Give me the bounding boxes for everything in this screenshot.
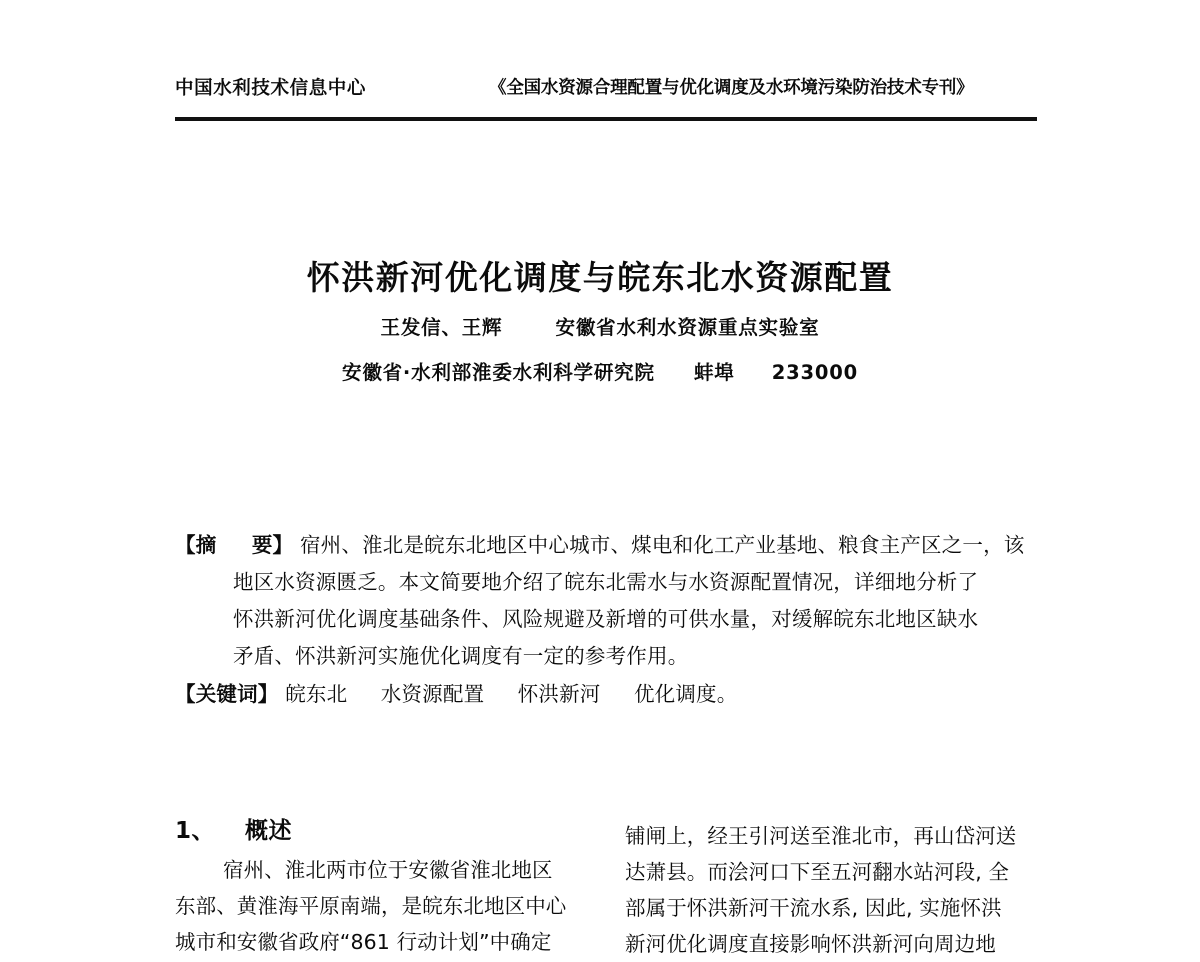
body-right-line-1: 铺闸上，经王引河送至淮北市，再山岱河送 bbox=[625, 824, 1017, 848]
body-right-line-3: 部属于怀洪新河干流水系, 因此, 实施怀洪 bbox=[625, 896, 1002, 920]
abstract-text-line-4: 矛盾、怀洪新河实施优化调度有一定的参考作用。 bbox=[233, 644, 689, 668]
keywords-label: 【关键词】 bbox=[175, 682, 279, 706]
abstract-text-line-2: 地区水资源匮乏。本文简要地介绍了皖东北需水与水资源配置情况，详细地分析了 bbox=[233, 570, 979, 594]
author-names: 王发信、王辉 bbox=[380, 316, 503, 340]
abstract-label-start: 【摘 bbox=[175, 533, 217, 557]
affiliation-city: 蚌埠 bbox=[693, 361, 735, 385]
abstract-block bbox=[175, 527, 1041, 713]
section-number: 1、 bbox=[175, 818, 216, 844]
header-divider-rule bbox=[175, 117, 1037, 121]
abstract-line-4 bbox=[175, 638, 1041, 675]
author-line bbox=[100, 312, 1100, 340]
running-header bbox=[175, 78, 1037, 108]
title-block bbox=[100, 258, 1100, 385]
body-columns bbox=[175, 818, 1037, 958]
abstract-line-1 bbox=[175, 527, 1041, 564]
body-right-line-4: 新河优化调度直接影响怀洪新河向周边地 bbox=[625, 932, 996, 956]
page-title: 怀洪新河优化调度与皖东北水资源配置 bbox=[306, 258, 894, 297]
body-right-line-2: 达萧县。而浍河口下至五河翻水站河段, 全 bbox=[625, 860, 1010, 884]
abstract-text-line-3: 怀洪新河优化调度基础条件、风险规避及新增的可供水量，对缓解皖东北地区缺水 bbox=[233, 607, 979, 631]
keyword-item-3: 怀洪新河 bbox=[517, 682, 601, 706]
affiliation-institution: 安徽省·水利部淮委水利科学研究院 bbox=[342, 361, 655, 385]
keywords-line bbox=[175, 676, 1041, 713]
header-right-text: 《全国水资源合理配置与优化调度及水环境污染防治技术专刊》 bbox=[489, 78, 974, 98]
keyword-item-2: 水资源配置 bbox=[380, 682, 485, 706]
body-left-line-3: 城市和安徽省政府“861 行动计划”中确定 bbox=[175, 929, 552, 954]
header-left-text: 中国水利技术信息中心 bbox=[175, 78, 367, 99]
affiliation-line bbox=[100, 357, 1100, 385]
abstract-text-line-1: 宿州、淮北是皖东北地区中心城市、煤电和化工产业基地、粮食主产区之一，该 bbox=[299, 533, 1025, 557]
section-heading-1 bbox=[175, 818, 587, 846]
abstract-line-3 bbox=[175, 601, 1041, 638]
body-left-line-2: 东部、黄淮海平原南端，是皖东北地区中心 bbox=[175, 893, 567, 918]
abstract-line-2 bbox=[175, 564, 1041, 601]
affiliation-postcode: 233000 bbox=[771, 361, 858, 385]
author-lab: 安徽省水利水资源重点实验室 bbox=[555, 316, 820, 340]
body-column-left bbox=[175, 818, 587, 958]
keyword-item-4: 优化调度。 bbox=[633, 682, 738, 706]
abstract-label-end: 要】 bbox=[251, 533, 294, 557]
keyword-item-1: 皖东北 bbox=[285, 682, 348, 706]
section-title: 概述 bbox=[245, 818, 293, 844]
body-left-line-1: 宿州、淮北两市位于安徽省淮北地区 bbox=[223, 857, 553, 882]
body-column-right bbox=[625, 818, 1037, 958]
